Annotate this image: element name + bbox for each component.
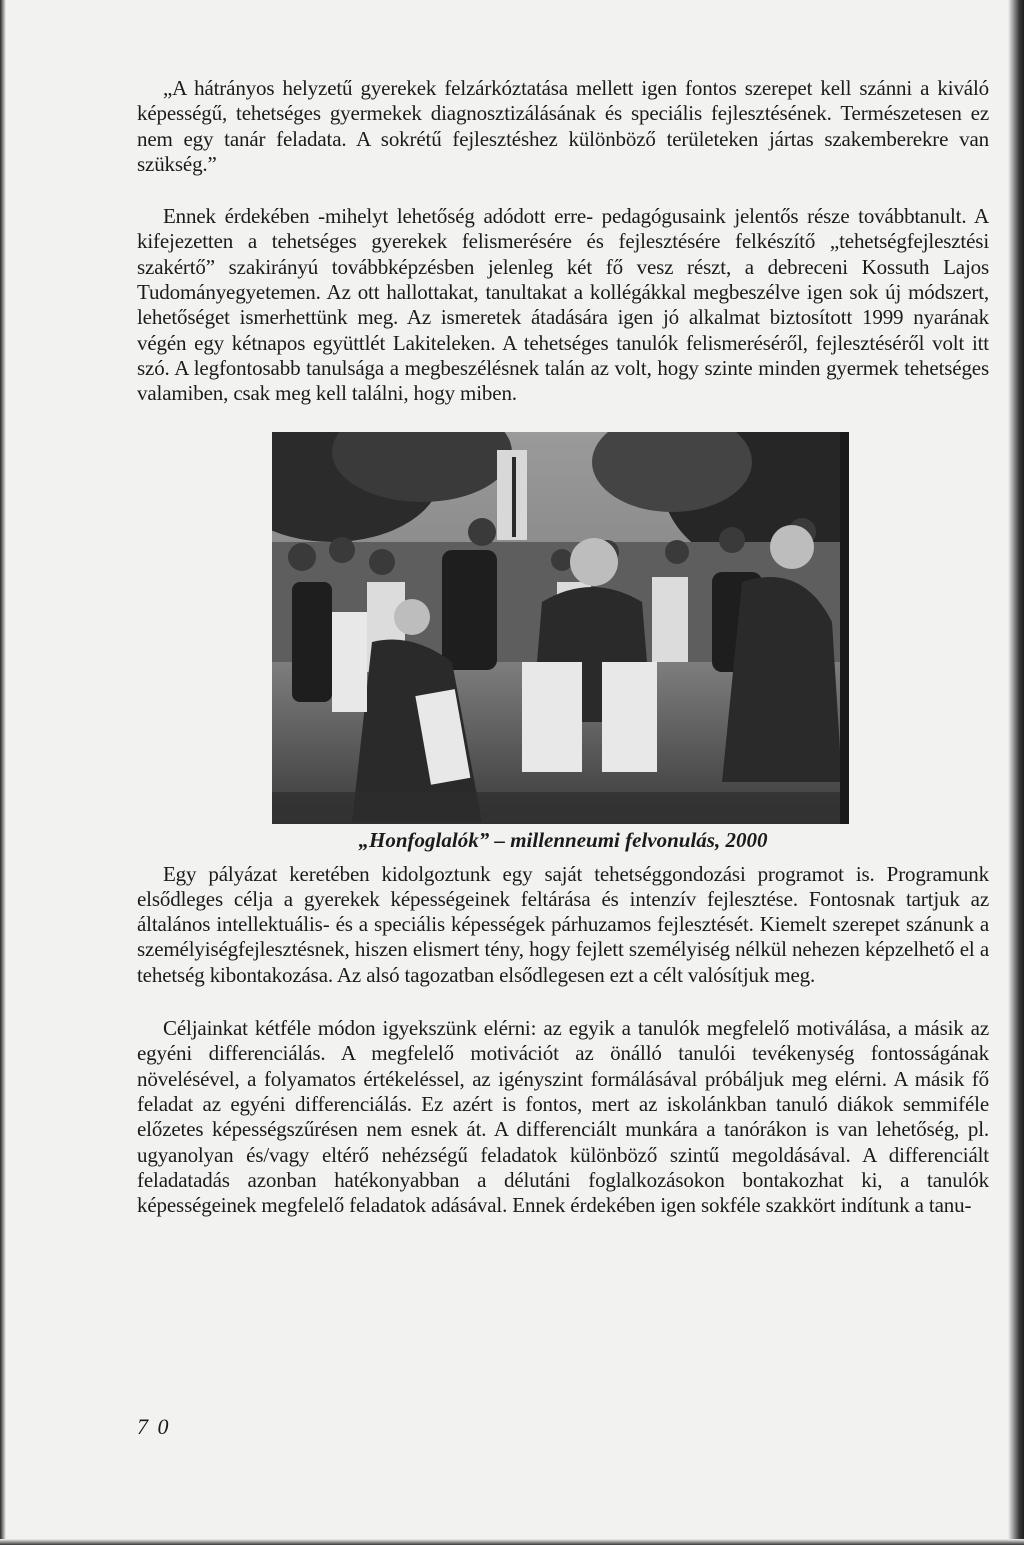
parade-photo xyxy=(272,432,849,824)
photo-caption: „Honfoglalók” – millenneumi felvonulás, 2000 xyxy=(358,827,768,852)
paragraph-talent-program: Egy pályázat keretében kidolgoztunk egy saját tehetséggondozási programot is. Programunk elsődleges célja a gyerekek képességeinek feltárása és intenzív fejlesztése. Fontosnak tartjuk az általános intellektuális- és a speciális képességek párhuzamos fejlesztését. Kiemelt szerepet szánunk a személyiségfejlesztésnek, hiszen elismert tény, hogy fejlett személyiség nélkül nehezen képzelhető el a tehetség kibontakozása. Az alsó tagozatban elsődlegesen ezt a célt valósítjuk meg. xyxy=(137,861,989,987)
paragraph-goals: Céljainkat kétféle módon igyekszünk elérni: az egyik a tanulók megfelelő motiválása, a másik az egyéni differenciálás. A megfelelő motivációt az önálló tanulói tevékenység fontosságának növelésével, a folyamatos értékeléssel, az igényszint formálásával próbáljuk meg elérni. A másik fő feladat az egyéni differenciálás. Ez azért is fontos, mert az iskolánkban tanuló diákok semmiféle előzetes képességszűrésen nem esnek át. A differenciált munkára a tanórákon is van lehetőség, pl. ugyanolyan és/vagy eltérő nehézségű feladatok különböző szintű megoldásával. A differenciált feladatadás azonban hatékonyabban a délutáni foglalkozásokon bontakozhat ki, a tanulók képességeinek megfelelő feladatok adásával. Ennek érdekében igen sokféle szakkört indítunk a tanu- xyxy=(137,1016,989,1218)
page-number: 7 0 xyxy=(137,1414,171,1439)
paragraph-further-training: Ennek érdekében -mihelyt lehetőség adódott erre- pedagógusaink jelentős része továbbtanult. A kifejezetten a tehetséges gyerekek felismerésére és fejlesztésére felkészítő „tehetségfejlesztési szakértő” szakirányú továbbképzésben jelenleg két fő vesz részt, a debreceni Kossuth Lajos Tudományegyetemen. Az ott hallottakat, tanultakat a kollégákkal megbeszélve igen sok új módszert, lehetőséget ismerhettünk meg. Az ismeretek átadására igen jó alkalmat biztosított 1999 nyarának végén egy kétnapos együttlét Lakiteleken. A tehetséges tanulók felismeréséről, fejlesztéséről volt itt szó. A legfontosabb tanulsága a megbeszélésnek talán az volt, hogy szinte minden gyermek tehetséges valamiben, csak meg kell találni, hogy miben. xyxy=(137,204,989,406)
quote-paragraph: „A hátrányos helyzetű gyerekek felzárkóztatása mellett igen fontos szerepet kell szánni a kiváló képességű, tehetséges gyermekek diagnosztizálásának és speciális fejlesztésének. Természetesen ez nem egy tanár feladata. A sokrétű fejlesztéshez különböző területeken jártas szakemberekre van szükség.” xyxy=(137,76,989,176)
page-edge-right xyxy=(1008,0,1024,1545)
page-content xyxy=(137,76,989,1218)
page-edge-bottom xyxy=(0,1539,1024,1545)
photo-figure xyxy=(272,432,849,824)
page-edge-left xyxy=(0,0,6,1545)
